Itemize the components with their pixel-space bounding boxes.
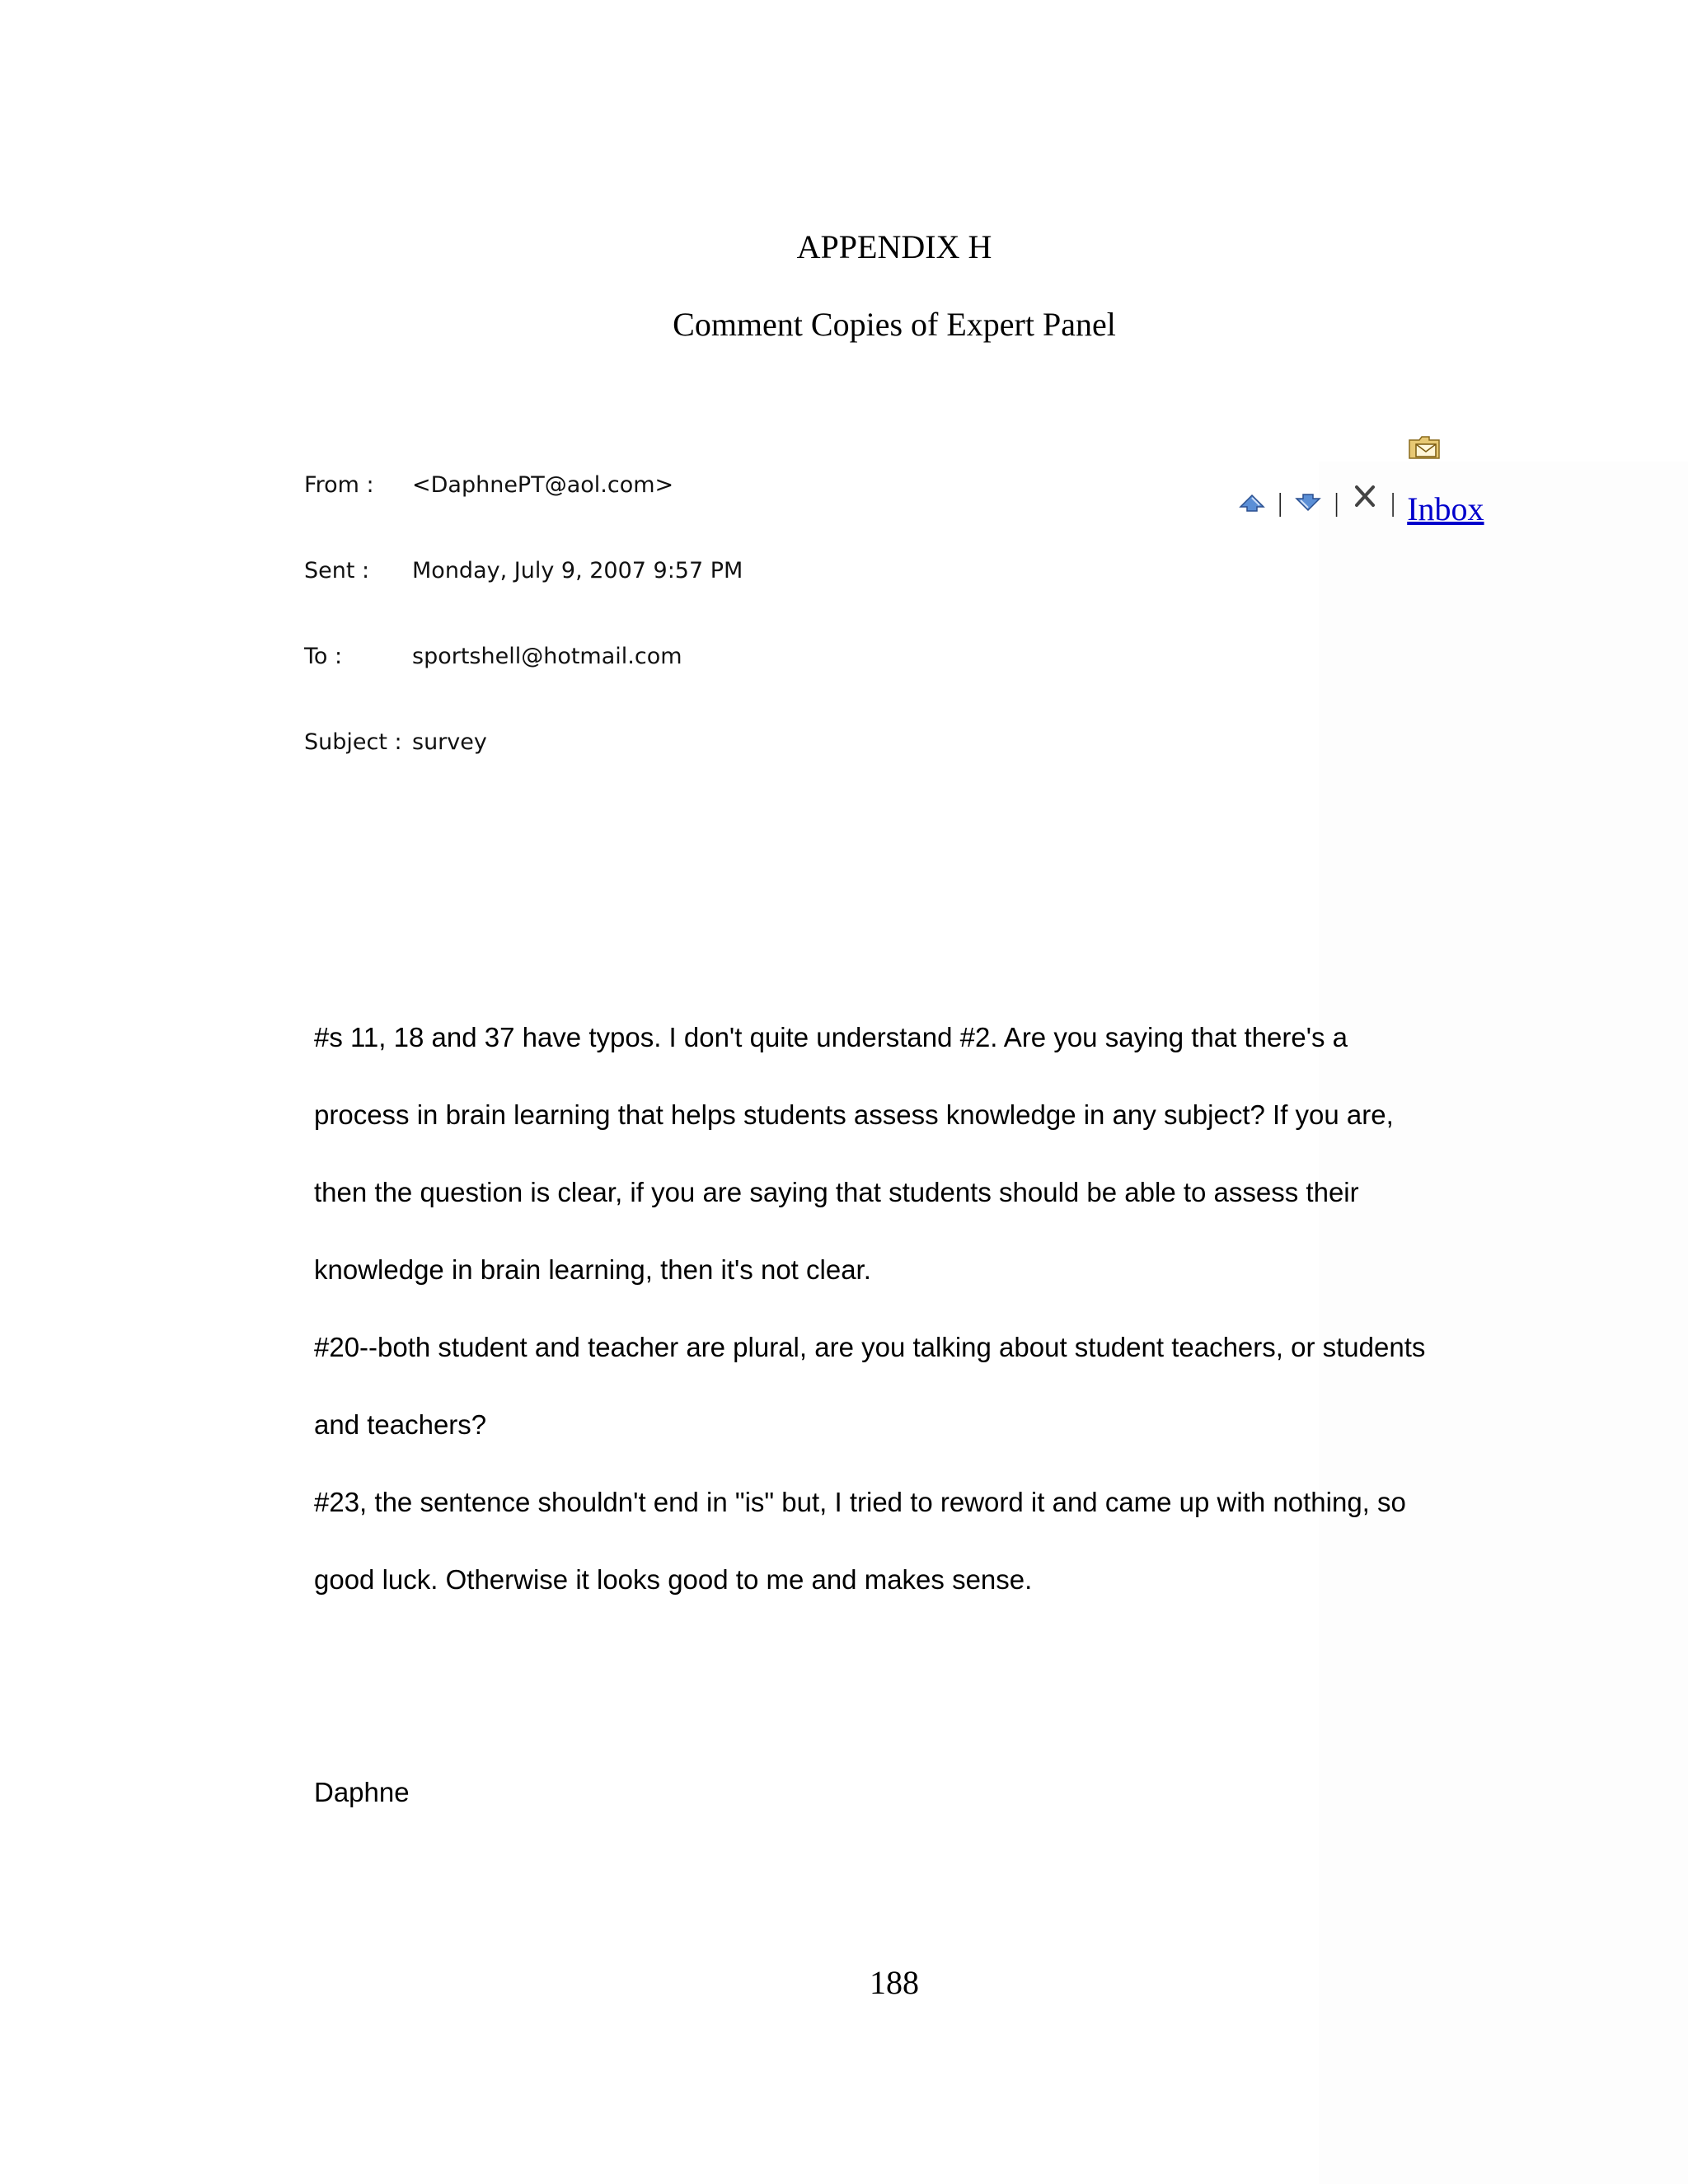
header-label: To : [304, 644, 343, 669]
header-value: <DaphnePT@aol.com> [412, 472, 674, 498]
header-value: sportshell@hotmail.com [412, 644, 682, 669]
body-line: knowledge in brain learning, then it's not clear. [314, 1254, 871, 1285]
message-toolbar [1238, 483, 1484, 527]
body-line: #s 11, 18 and 37 have typos. I don't quite understand #2. Are you saying that there's a [314, 1022, 1348, 1052]
inbox-link[interactable]: Inbox [1407, 490, 1484, 527]
body-line: #20--both student and teacher are plural, are you talking about student teachers, or students [314, 1332, 1426, 1362]
appendix-title: APPENDIX H [796, 228, 992, 265]
header-value: survey [412, 729, 487, 755]
signature: Daphne [314, 1777, 410, 1807]
arrow-up-icon[interactable] [1238, 490, 1266, 515]
delete-x-icon[interactable] [1351, 484, 1379, 509]
toolbar-separator: | [1278, 487, 1283, 517]
message-body [314, 999, 1468, 1619]
header-label: From : [304, 472, 374, 498]
header-label: Sent : [304, 558, 370, 583]
toolbar-separator: | [1390, 487, 1396, 517]
toolbar-separator: | [1334, 487, 1339, 517]
page-number: 188 [870, 1964, 919, 2001]
body-line: good luck. Otherwise it looks good to me and makes sense. [314, 1564, 1033, 1595]
appendix-subtitle: Comment Copies of Expert Panel [673, 306, 1116, 343]
header-value: Monday, July 9, 2007 9:57 PM [412, 558, 743, 583]
body-line: process in brain learning that helps students assess knowledge in any subject? If you are, [314, 1099, 1394, 1130]
header-label: Subject : [304, 729, 402, 755]
folder-envelope-icon[interactable] [1408, 434, 1441, 460]
body-line: then the question is clear, if you are saying that students should be able to assess their [314, 1177, 1359, 1207]
arrow-down-icon[interactable] [1294, 490, 1322, 515]
body-line: and teachers? [314, 1409, 487, 1440]
body-line: #23, the sentence shouldn't end in "is" but, I tried to reword it and came up with nothing, so [314, 1487, 1406, 1517]
